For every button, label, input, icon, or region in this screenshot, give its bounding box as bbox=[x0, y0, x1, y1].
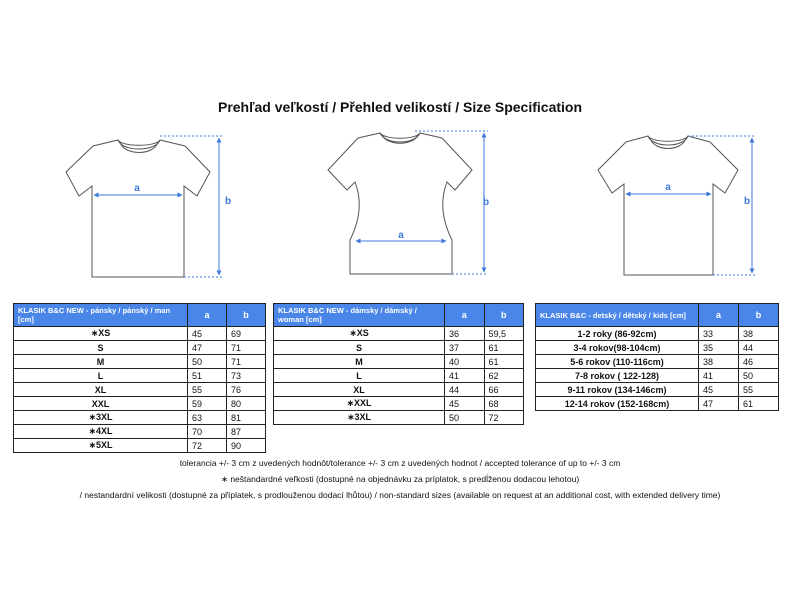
mens-length-label: b bbox=[225, 196, 232, 207]
b-cell: 38 bbox=[739, 327, 779, 341]
b-cell: 55 bbox=[739, 383, 779, 397]
womens-length-label: b bbox=[483, 197, 490, 208]
size-cell: L bbox=[274, 369, 445, 383]
a-cell: 40 bbox=[445, 355, 484, 369]
size-cell: 9-11 rokov (134-146cm) bbox=[536, 383, 699, 397]
size-cell: ∗4XL bbox=[14, 425, 188, 439]
kids-size-table bbox=[535, 303, 779, 411]
a-cell: 59 bbox=[188, 397, 227, 411]
b-cell: 71 bbox=[227, 355, 266, 369]
table-row bbox=[536, 327, 779, 341]
table-row bbox=[14, 397, 266, 411]
mens-size-table bbox=[13, 303, 266, 453]
a-cell: 44 bbox=[445, 383, 484, 397]
a-cell: 55 bbox=[188, 383, 227, 397]
table-row bbox=[14, 425, 266, 439]
size-cell: S bbox=[14, 341, 188, 355]
kids-width-label: a bbox=[665, 182, 671, 193]
table-row bbox=[536, 383, 779, 397]
table-row bbox=[14, 369, 266, 383]
b-cell: 61 bbox=[484, 355, 523, 369]
table-row bbox=[536, 355, 779, 369]
size-cell: ∗5XL bbox=[14, 439, 188, 453]
nonstandard-star: ∗ bbox=[88, 426, 97, 436]
table-row bbox=[274, 411, 524, 425]
size-cell: ∗XS bbox=[274, 327, 445, 341]
a-cell: 37 bbox=[445, 341, 484, 355]
a-cell: 38 bbox=[699, 355, 739, 369]
b-cell: 71 bbox=[227, 341, 266, 355]
size-cell: L bbox=[14, 369, 188, 383]
a-cell: 41 bbox=[445, 369, 484, 383]
mens-tshirt-diagram bbox=[66, 136, 222, 277]
mens-width-label: a bbox=[134, 183, 140, 194]
table-row bbox=[274, 369, 524, 383]
table-row bbox=[274, 355, 524, 369]
size-cell: 3-4 rokov(98-104cm) bbox=[536, 341, 699, 355]
a-cell: 45 bbox=[188, 327, 227, 341]
table-row bbox=[14, 411, 266, 425]
b-cell: 90 bbox=[227, 439, 266, 453]
page-title: Prehľad veľkostí / Přehled velikostí / Size Specification bbox=[217, 99, 583, 115]
kids-tshirt-diagram bbox=[598, 136, 756, 275]
table-row bbox=[536, 369, 779, 383]
a-cell: 36 bbox=[445, 327, 484, 341]
table-name-header: KLASIK B&C NEW - pánsky / pánský / man [cm] bbox=[14, 304, 188, 327]
size-cell: M bbox=[274, 355, 445, 369]
size-cell: ∗3XL bbox=[274, 411, 445, 425]
table-row bbox=[14, 327, 266, 341]
nonstandard-note-sk: ∗ neštandardné veľkosti (dostupné na objednávku za príplatok, s predĺženou dodacou lehotou) bbox=[220, 474, 580, 484]
column-a-header: a bbox=[445, 304, 484, 327]
size-cell: ∗XXL bbox=[274, 397, 445, 411]
b-cell: 87 bbox=[227, 425, 266, 439]
size-cell: XL bbox=[14, 383, 188, 397]
b-cell: 50 bbox=[739, 369, 779, 383]
b-cell: 59,5 bbox=[484, 327, 523, 341]
nonstandard-star: ∗ bbox=[349, 328, 357, 338]
tolerance-note: tolerancia +/- 3 cm z uvedených hodnôt/tolerance +/- 3 cm z uvedených hodnot / accepted tolerance of up to +/- 3 cm bbox=[179, 458, 621, 468]
column-a-header: a bbox=[188, 304, 227, 327]
kids-length-label: b bbox=[744, 196, 751, 207]
table-name-header: KLASIK B&C - detský / dětský / kids [cm] bbox=[536, 304, 699, 327]
womens-width-label: a bbox=[398, 230, 404, 241]
table-header-row bbox=[14, 304, 266, 327]
size-cell: 5-6 rokov (110-116cm) bbox=[536, 355, 699, 369]
table-row bbox=[274, 341, 524, 355]
column-b-header: b bbox=[739, 304, 779, 327]
a-cell: 50 bbox=[445, 411, 484, 425]
nonstandard-star: ∗ bbox=[346, 398, 355, 408]
table-row bbox=[14, 355, 266, 369]
b-cell: 73 bbox=[227, 369, 266, 383]
table-row bbox=[274, 397, 524, 411]
nonstandard-star: ∗ bbox=[220, 474, 228, 484]
a-cell: 72 bbox=[188, 439, 227, 453]
table-row bbox=[274, 383, 524, 397]
table-header-row bbox=[274, 304, 524, 327]
b-cell: 44 bbox=[739, 341, 779, 355]
b-cell: 76 bbox=[227, 383, 266, 397]
b-cell: 81 bbox=[227, 411, 266, 425]
nonstandard-star: ∗ bbox=[88, 412, 97, 422]
a-cell: 50 bbox=[188, 355, 227, 369]
table-row bbox=[14, 341, 266, 355]
b-cell: 80 bbox=[227, 397, 266, 411]
a-cell: 47 bbox=[699, 397, 739, 411]
table-name-header: KLASIK B&C NEW - dámsky / dámský / woman [cm] bbox=[274, 304, 445, 327]
size-cell: XXL bbox=[14, 397, 188, 411]
table-row bbox=[536, 397, 779, 411]
nonstandard-star: ∗ bbox=[346, 412, 355, 422]
nonstandard-star: ∗ bbox=[88, 440, 97, 450]
womens-size-table bbox=[273, 303, 524, 425]
column-a-header: a bbox=[699, 304, 739, 327]
b-cell: 68 bbox=[484, 397, 523, 411]
a-cell: 45 bbox=[445, 397, 484, 411]
table-row bbox=[14, 383, 266, 397]
nonstandard-note-cz-en: / nestandardní velikosti (dostupné za příplatek, s prodlouženou dodací lhůtou) / non-standard sizes (available on request at an additional cost, with extended delivery time) bbox=[79, 490, 721, 500]
size-cell: 7-8 rokov ( 122-128) bbox=[536, 369, 699, 383]
b-cell: 66 bbox=[484, 383, 523, 397]
a-cell: 47 bbox=[188, 341, 227, 355]
size-cell: ∗XS bbox=[14, 327, 188, 341]
b-cell: 69 bbox=[227, 327, 266, 341]
size-cell: S bbox=[274, 341, 445, 355]
womens-tshirt-diagram bbox=[328, 131, 488, 274]
b-cell: 61 bbox=[739, 397, 779, 411]
b-cell: 61 bbox=[484, 341, 523, 355]
b-cell: 72 bbox=[484, 411, 523, 425]
size-cell: M bbox=[14, 355, 188, 369]
a-cell: 33 bbox=[699, 327, 739, 341]
a-cell: 45 bbox=[699, 383, 739, 397]
a-cell: 63 bbox=[188, 411, 227, 425]
column-b-header: b bbox=[484, 304, 523, 327]
table-header-row bbox=[536, 304, 779, 327]
a-cell: 70 bbox=[188, 425, 227, 439]
table-row bbox=[536, 341, 779, 355]
nonstandard-star: ∗ bbox=[90, 328, 99, 338]
a-cell: 41 bbox=[699, 369, 739, 383]
b-cell: 46 bbox=[739, 355, 779, 369]
size-cell: 1-2 roky (86-92cm) bbox=[536, 327, 699, 341]
column-b-header: b bbox=[227, 304, 266, 327]
table-row bbox=[274, 327, 524, 341]
b-cell: 62 bbox=[484, 369, 523, 383]
a-cell: 35 bbox=[699, 341, 739, 355]
a-cell: 51 bbox=[188, 369, 227, 383]
size-cell: ∗3XL bbox=[14, 411, 188, 425]
size-cell: XL bbox=[274, 383, 445, 397]
size-cell: 12-14 rokov (152-168cm) bbox=[536, 397, 699, 411]
table-row bbox=[14, 439, 266, 453]
